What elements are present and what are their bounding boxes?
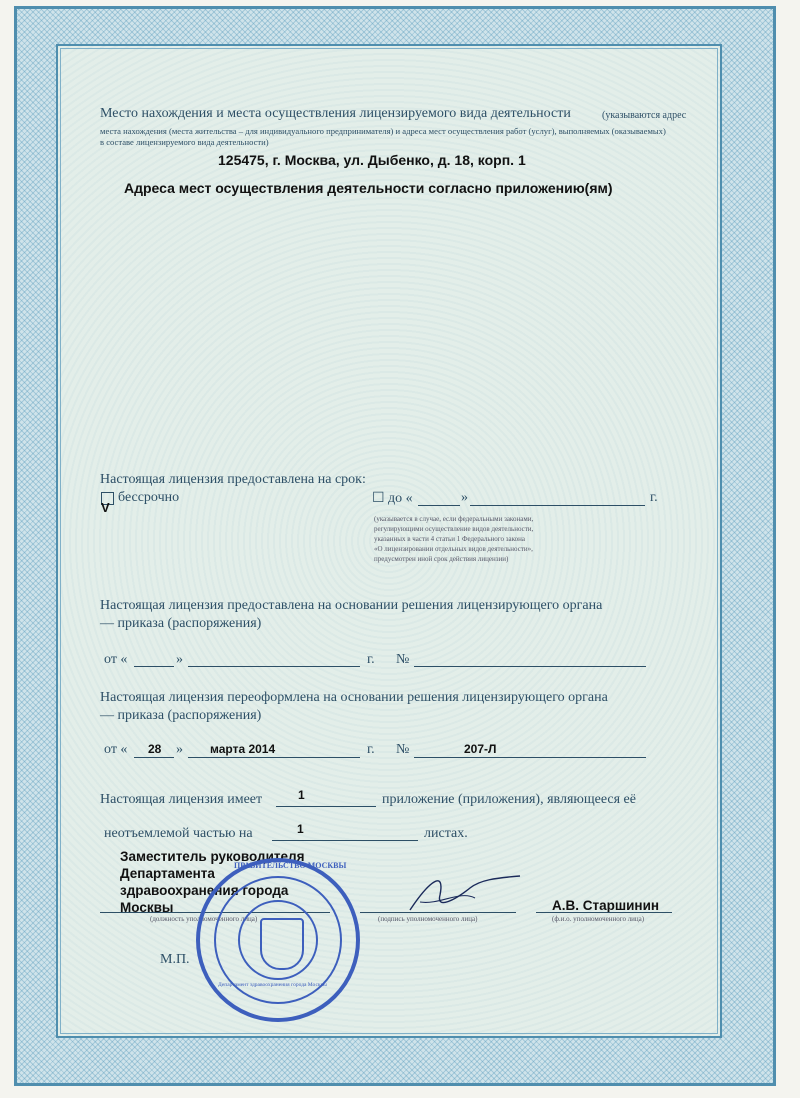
stamp-inner-text: Департамент здравоохранения города Москвы [218, 982, 327, 988]
location-note-2: места нахождения (места жительства – для индивидуального предпринимателя) и адреса мест осуществления работ (услуг), выполняемых (оказываемых) [100, 126, 666, 136]
reissue-month-year: марта 2014 [210, 742, 276, 756]
reissue-quote-close: » [176, 742, 183, 757]
stamp-outer-text: ПРАВИТЕЛЬСТВО МОСКВЫ [234, 861, 347, 870]
position-title: Заместитель руководителя Департамента здравоохранения города Москвы [120, 849, 305, 915]
grant-quote-close: » [176, 652, 183, 667]
grant-line-1: Настоящая лицензия предоставлена на основании решения лицензирующего органа [100, 598, 603, 613]
grant-date-line [188, 666, 360, 667]
appendix-count: 1 [298, 788, 305, 802]
reissue-date-line [188, 757, 360, 758]
term-heading: Настоящая лицензия предоставлена на срок: [100, 472, 366, 487]
grant-year-suffix: г. [367, 652, 375, 667]
appendix-text-1: Настоящая лицензия имеет [100, 792, 263, 807]
appendix-sheets: 1 [297, 822, 304, 836]
until-quote-close: » [461, 490, 468, 505]
reissue-day: 28 [148, 742, 162, 756]
checkmark: V [101, 500, 110, 515]
appendix-sheets-line [272, 840, 418, 841]
name-caption: (ф.и.о. уполномоченного лица) [552, 915, 645, 923]
appendix-text-4: листах. [424, 826, 468, 841]
grant-line-2: — приказа (распоряжения) [100, 616, 262, 631]
location-note-1: (указываются адрес [602, 110, 687, 121]
reissue-line-1: Настоящая лицензия переоформлена на основании решения лицензирующего органа [100, 690, 608, 705]
reissue-number: 207-Л [464, 742, 497, 756]
reissue-line-2: — приказа (распоряжения) [100, 708, 262, 723]
name-line [536, 912, 672, 913]
term-note: (указывается в случае, если федеральными законами, регулирующими осуществление видов деятельности, указанных в части 4 статьи 1 Федерального закона «О лицензировании отдельных видов деятельности», предусмотрен иной срок действия лицензии) [374, 515, 534, 563]
reissue-day-line [134, 757, 174, 758]
reissue-number-line [414, 757, 646, 758]
position-caption: (должность уполномоченного лица) [150, 915, 258, 923]
until-date-line [470, 505, 645, 506]
reissue-number-sign: № [396, 742, 410, 757]
until-day-line [418, 505, 460, 506]
reissue-year-suffix: г. [367, 742, 375, 757]
indefinite-label: бессрочно [118, 490, 180, 505]
appendix-text-3: неотъемлемой частью на [104, 826, 253, 841]
location-note-3: в составе лицензируемого вида деятельности) [100, 137, 269, 147]
appendix-text-2: приложение (приложения), являющееся её [382, 792, 636, 807]
until-year-suffix: г. [650, 490, 658, 505]
signature-mark [400, 860, 530, 920]
signatory-name: А.В. Старшинин [552, 898, 660, 913]
coat-of-arms-icon [260, 918, 304, 970]
location-heading: Место нахождения и места осуществления лицензируемого вида деятельности [100, 106, 571, 121]
appendix-count-line [276, 806, 376, 807]
grant-day-line [134, 666, 174, 667]
seal-label: М.П. [160, 952, 190, 967]
grant-number-line [414, 666, 646, 667]
grant-number-sign: № [396, 652, 410, 667]
address: 125475, г. Москва, ул. Дыбенко, д. 18, корп. 1 [218, 152, 526, 168]
official-stamp [196, 858, 360, 1022]
addresses-note: Адреса мест осуществления деятельности согласно приложению(ям) [124, 180, 613, 196]
reissue-from: от « [104, 742, 128, 757]
signature-caption: (подпись уполномоченного лица) [378, 915, 478, 923]
until-label: ☐ до « [372, 491, 413, 506]
grant-from: от « [104, 652, 128, 667]
